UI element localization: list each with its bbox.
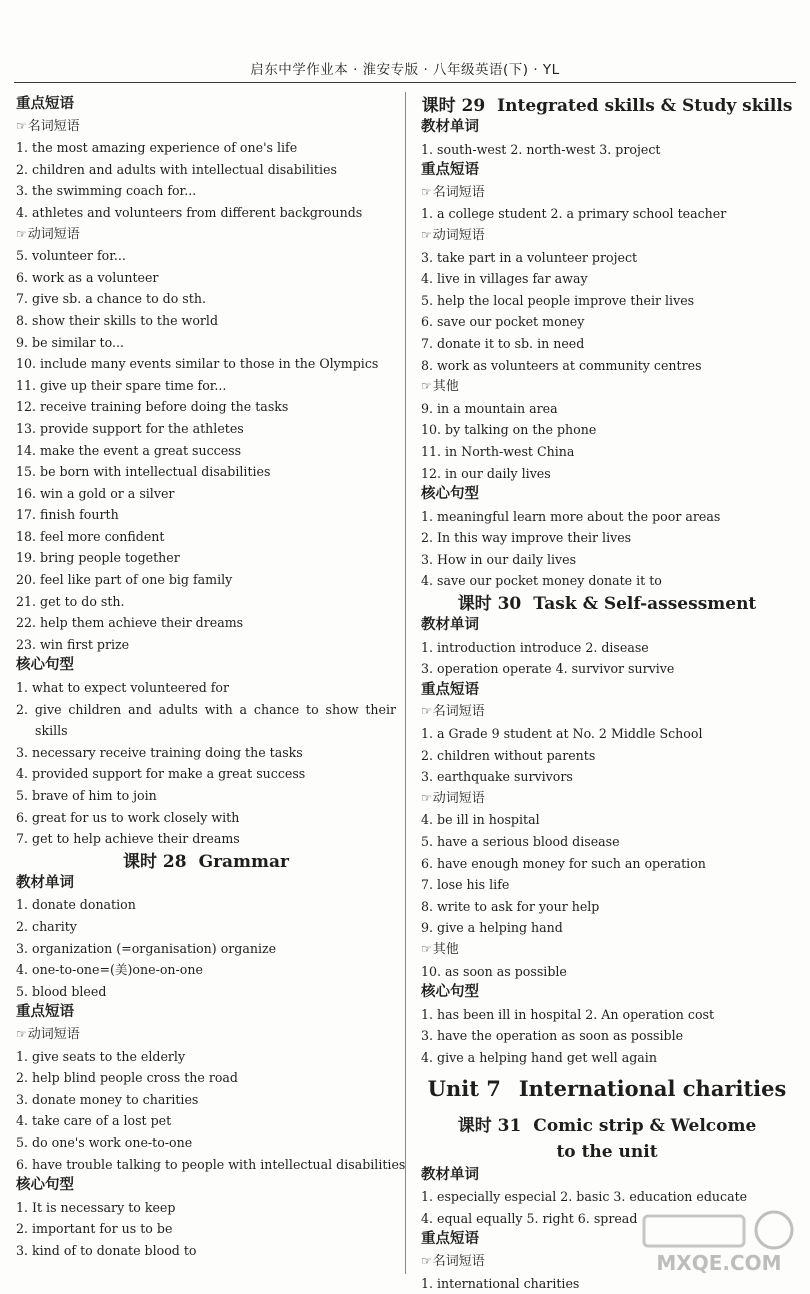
pointing-hand-icon: ☞ [421, 791, 432, 805]
unit-title: International charities [519, 1076, 787, 1101]
list-item: 1. a college student 2. a primary school teacher [421, 203, 793, 225]
section-heading: 核心句型 [421, 484, 793, 506]
list-item: 10. as soon as possible [421, 961, 793, 983]
right-column [421, 94, 793, 1294]
list-item: 9. give a helping hand [421, 917, 793, 939]
list-item: 12. receive training before doing the tasks [16, 396, 396, 418]
section-heading: 教材单词 [421, 1165, 793, 1187]
list-item: 1. a Grade 9 student at No. 2 Middle School [421, 723, 793, 745]
list-item: 2. give children and adults with a chance to show their skills [16, 699, 396, 742]
section-heading: 教材单词 [421, 615, 793, 637]
list-item: 5. volunteer for... [16, 245, 396, 267]
pointing-hand-icon: ☞ [421, 228, 432, 242]
list-item: 7. get to help achieve their dreams [16, 828, 396, 850]
list-item: 7. give sb. a chance to do sth. [16, 288, 396, 310]
section-heading: 教材单词 [16, 873, 396, 895]
list-item: 2. In this way improve their lives [421, 527, 793, 549]
unit-heading [421, 1074, 793, 1104]
list-item: 16. win a gold or a silver [16, 483, 396, 505]
lesson-title: Grammar [199, 852, 289, 872]
list-item: 4. save our pocket money donate it to [421, 570, 793, 592]
lesson-heading [16, 850, 396, 873]
list-item: 4. provided support for make a great success [16, 763, 396, 785]
left-column [16, 94, 396, 1261]
section-heading: 教材单词 [421, 117, 793, 139]
list-item: 4. equal equally 5. right 6. spread [421, 1208, 793, 1230]
list-item: 6. have trouble talking to people with intellectual disabilities [16, 1154, 396, 1176]
list-item: 3. necessary receive training doing the tasks [16, 742, 396, 764]
list-item: 8. write to ask for your help [421, 896, 793, 918]
lesson-heading [421, 592, 793, 615]
list-item: 22. help them achieve their dreams [16, 612, 396, 634]
list-item: 1. give seats to the elderly [16, 1046, 396, 1068]
list-item: 17. finish fourth [16, 504, 396, 526]
subsection-heading [421, 182, 793, 204]
pointing-hand-icon: ☞ [421, 379, 432, 393]
watermark-text: MXQE.COM [656, 1251, 781, 1275]
list-item: 4. give a helping hand get well again [421, 1047, 793, 1069]
list-item: 1. the most amazing experience of one's life [16, 137, 396, 159]
pointing-hand-icon: ☞ [421, 1254, 432, 1268]
list-item: 3. operation operate 4. survivor survive [421, 658, 793, 680]
list-item: 5. do one's work one-to-one [16, 1132, 396, 1154]
list-item: 12. in our daily lives [421, 463, 793, 485]
section-heading: 重点短语 [16, 1002, 396, 1024]
list-item: 3. donate money to charities [16, 1089, 396, 1111]
watermark-logo [634, 1208, 804, 1276]
pointing-hand-icon: ☞ [16, 119, 27, 133]
subsection-label: 其他 [433, 942, 459, 957]
list-item: 2. children without parents [421, 745, 793, 767]
list-item: 3. take part in a volunteer project [421, 247, 793, 269]
subsection-label: 动词短语 [28, 227, 80, 242]
section-heading: 重点短语 [421, 160, 793, 182]
lesson-number: 课时 30 [458, 594, 522, 614]
header-title: 启东中学作业本 · 淮安专版 · 八年级英语(下) · YL [250, 62, 559, 78]
list-item: 4. one-to-one=(美)one-on-one [16, 959, 396, 981]
list-item: 9. in a mountain area [421, 398, 793, 420]
list-item: 8. work as volunteers at community centres [421, 355, 793, 377]
list-item: 7. donate it to sb. in need [421, 333, 793, 355]
lesson-title-continued: to the unit [421, 1139, 793, 1165]
subsection-heading [421, 376, 793, 398]
list-item: 6. save our pocket money [421, 311, 793, 333]
page-header [14, 58, 796, 83]
subsection-heading [421, 788, 793, 810]
list-item: 18. feel more confident [16, 526, 396, 548]
list-item: 1. south-west 2. north-west 3. project [421, 139, 793, 161]
subsection-label: 其他 [433, 379, 459, 394]
list-item: 6. work as a volunteer [16, 267, 396, 289]
list-item: 13. provide support for the athletes [16, 418, 396, 440]
lesson-title: Integrated skills & Study skills [497, 96, 792, 116]
lesson-heading-line [421, 1113, 793, 1139]
list-item: 14. make the event a great success [16, 440, 396, 462]
subsection-heading [16, 224, 396, 246]
list-item: 1. meaningful learn more about the poor areas [421, 506, 793, 528]
pointing-hand-icon: ☞ [421, 185, 432, 199]
subsection-label: 名词短语 [433, 185, 485, 200]
list-item: 1. what to expect volunteered for [16, 677, 396, 699]
unit-number: Unit 7 [428, 1076, 501, 1101]
list-item: 5. have a serious blood disease [421, 831, 793, 853]
section-heading: 核心句型 [16, 1175, 396, 1197]
subsection-heading [16, 116, 396, 138]
pointing-hand-icon: ☞ [16, 1027, 27, 1041]
list-item: 2. help blind people cross the road [16, 1067, 396, 1089]
list-item: 4. live in villages far away [421, 268, 793, 290]
subsection-label: 名词短语 [433, 704, 485, 719]
list-item: 1. has been ill in hospital 2. An operation cost [421, 1004, 793, 1026]
section-heading: 重点短语 [421, 1229, 793, 1251]
lesson-title: Task & Self-assessment [533, 594, 756, 614]
list-item: 23. win first prize [16, 634, 396, 656]
list-item: 8. show their skills to the world [16, 310, 396, 332]
list-item: 1. donate donation [16, 894, 396, 916]
lesson-number: 课时 28 [123, 852, 187, 872]
subsection-label: 名词短语 [433, 1254, 485, 1269]
list-item: 4. be ill in hospital [421, 809, 793, 831]
column-divider [405, 92, 406, 1274]
section-heading: 重点短语 [421, 680, 793, 702]
list-item: 1. international charities [421, 1273, 793, 1294]
list-item: 3. kind of to donate blood to [16, 1240, 396, 1262]
section-heading: 核心句型 [16, 655, 396, 677]
subsection-heading [421, 701, 793, 723]
list-item: 9. be similar to... [16, 332, 396, 354]
list-item: 3. organization (=organisation) organize [16, 938, 396, 960]
section-heading: 核心句型 [421, 982, 793, 1004]
list-item: 5. blood bleed [16, 981, 396, 1003]
pointing-hand-icon: ☞ [421, 942, 432, 956]
lesson-title: Comic strip & Welcome [533, 1116, 756, 1136]
list-item: 15. be born with intellectual disabilities [16, 461, 396, 483]
list-item: 20. feel like part of one big family [16, 569, 396, 591]
lesson-number: 课时 31 [458, 1116, 522, 1136]
list-item: 3. earthquake survivors [421, 766, 793, 788]
list-item: 1. especially especial 2. basic 3. education educate [421, 1186, 793, 1208]
section-heading: 重点短语 [16, 94, 396, 116]
list-item: 1. introduction introduce 2. disease [421, 637, 793, 659]
subsection-label: 动词短语 [433, 228, 485, 243]
list-item: 6. great for us to work closely with [16, 807, 396, 829]
lesson-heading [421, 1112, 793, 1165]
list-item: 21. get to do sth. [16, 591, 396, 613]
list-item: 10. by talking on the phone [421, 419, 793, 441]
subsection-label: 名词短语 [28, 119, 80, 134]
list-item: 2. children and adults with intellectual disabilities [16, 159, 396, 181]
list-item: 10. include many events similar to those in the Olympics [16, 353, 396, 375]
list-item: 6. have enough money for such an operation [421, 853, 793, 875]
lesson-heading [421, 94, 793, 117]
list-item: 3. How in our daily lives [421, 549, 793, 571]
list-item: 2. charity [16, 916, 396, 938]
list-item: 1. It is necessary to keep [16, 1197, 396, 1219]
pointing-hand-icon: ☞ [421, 704, 432, 718]
list-item: 19. bring people together [16, 547, 396, 569]
subsection-heading [421, 225, 793, 247]
list-item: 4. take care of a lost pet [16, 1110, 396, 1132]
list-item: 5. brave of him to join [16, 785, 396, 807]
list-item: 3. have the operation as soon as possible [421, 1025, 793, 1047]
list-item: 4. athletes and volunteers from different backgrounds [16, 202, 396, 224]
lesson-number: 课时 29 [422, 96, 486, 116]
subsection-heading [16, 1024, 396, 1046]
subsection-label: 动词短语 [433, 791, 485, 806]
list-item: 11. in North-west China [421, 441, 793, 463]
subsection-heading [421, 939, 793, 961]
list-item: 11. give up their spare time for... [16, 375, 396, 397]
list-item: 7. lose his life [421, 874, 793, 896]
list-item: 2. important for us to be [16, 1218, 396, 1240]
list-item: 5. help the local people improve their lives [421, 290, 793, 312]
pointing-hand-icon: ☞ [16, 227, 27, 241]
list-item: 3. the swimming coach for... [16, 180, 396, 202]
subsection-label: 动词短语 [28, 1027, 80, 1042]
